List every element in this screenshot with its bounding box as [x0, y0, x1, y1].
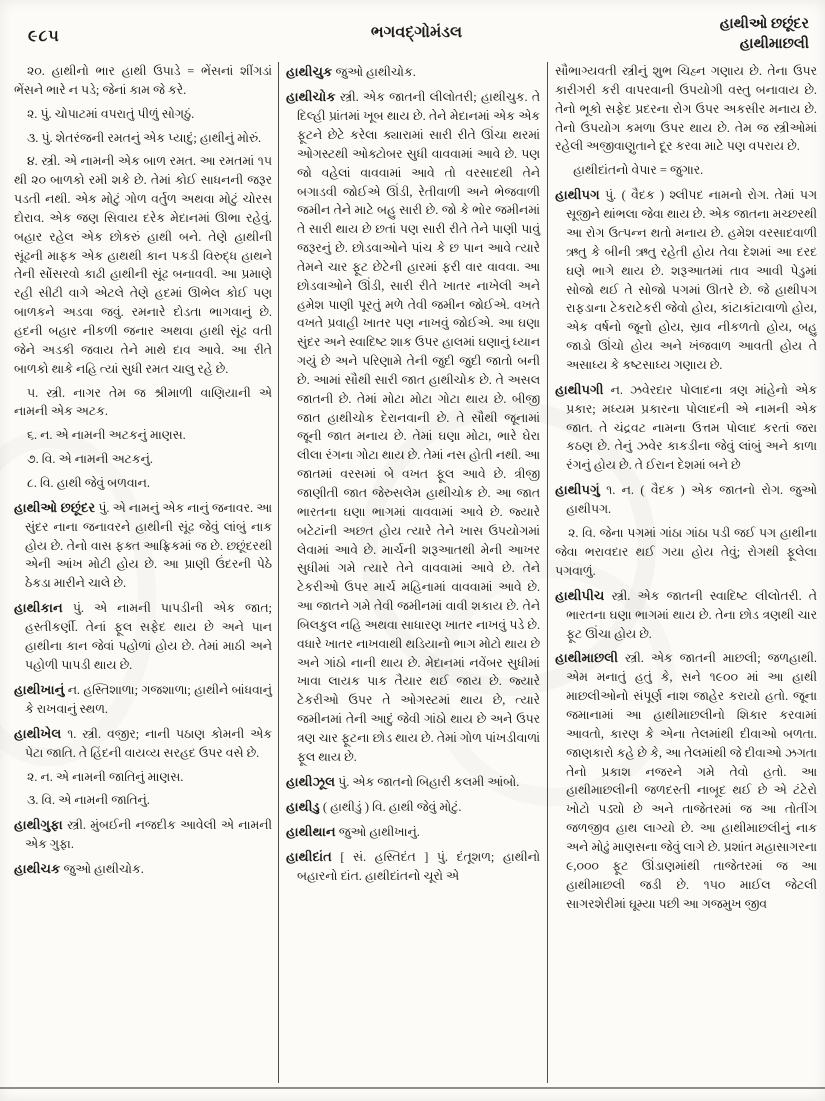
text-block — [555, 524, 817, 581]
column-3 — [547, 62, 817, 1083]
entry-text: ૫. સ્ત્રી. નાગર તેમ જ શ્રીમાળી વાણિયાની એ નામની એક અટક. — [14, 385, 272, 419]
text-block — [14, 62, 272, 100]
entry-text: ( હાથીડું ) વિ. હાથી જેવું મોટું. — [322, 799, 462, 814]
entry-text: ૧. ન. ( વૈદક ) એક જાતનો રોગ. જુઓ હાથીપગ. — [566, 483, 817, 517]
entry-text: સ્ત્રી. મુંબઈની નજદીક આવેલી એ નામની એક ગુફા. — [25, 818, 272, 852]
guide-word-bottom: હાથીમાછલી — [739, 36, 809, 52]
dictionary-entry — [555, 380, 817, 475]
entry-text: જુઓ હાથીચોક. — [63, 862, 144, 877]
page-number: ૯૮૫ — [28, 28, 60, 45]
entry-headword: હાથીથાન — [286, 823, 336, 839]
entry-headword: હાથીડુ — [286, 798, 320, 814]
entry-headword: હાથીચુક — [286, 64, 333, 79]
entry-headword: હાથીદાંત — [286, 848, 332, 864]
entry-text: ૨૦. હાથીનો ભાર હાથી ઉપાડે = ભેંસનાં શીંગડાં ભેંસને ભારે ન પડે; જેનાં કામ જે કરે. — [14, 64, 272, 97]
dictionary-entry — [555, 185, 817, 375]
entry-text: ૮. વિ. હાથી જેવું બળવાન. — [27, 475, 150, 490]
entry-headword: હાથીઝૂલ — [286, 773, 336, 789]
text-block — [14, 384, 272, 422]
text-block — [555, 161, 817, 180]
entry-text: [ સં. હસ્તિદંત ] પું. દંતૂશળ; હાથીનો બહારનો દાંત. હાથીદાંતનો ચૂરો એ — [297, 849, 541, 883]
text-block — [14, 791, 272, 810]
dictionary-entry — [14, 680, 272, 719]
dictionary-entry — [555, 586, 817, 644]
entry-headword: હાથીમાછલી — [555, 650, 619, 666]
text-block — [555, 62, 817, 156]
text-columns — [14, 62, 817, 1083]
entry-text: ૨. પું. ચોપાટમાં વપરાતું પીળું સોગઠું. — [27, 106, 195, 121]
guide-word-top: હાથીઓ છછૂંદર — [719, 16, 809, 32]
text-block — [14, 474, 272, 493]
entry-headword: હાથીપગ — [555, 187, 600, 203]
entry-headword: હાથીકાન — [14, 600, 63, 616]
entry-headword: હાથીચક — [14, 861, 61, 877]
entry-text: ૭. વિ. એ નામની અટકનું. — [27, 452, 153, 467]
guide-words — [720, 14, 809, 54]
dictionary-entry — [286, 772, 540, 792]
dictionary-entry — [14, 815, 272, 854]
column-2 — [278, 62, 547, 1083]
entry-text: ૧. સ્ત્રી. વજીર; નાની પઠાણ કોમની એક પેટા જાતિ. તે હિંદની વાયવ્ય સરહદ ઉપર વસે છે. — [25, 726, 272, 760]
entry-text: ૨. ન. એ નામની જાતિનું માણસ. — [27, 769, 184, 784]
entry-text: ૪. સ્ત્રી. એ નામની એક બાળ રમત. આ રમતમાં ૧૫ થી ૨૦ બાળકો રમી શકે છે. તેમાં કોઈ સાધનની જરૂર પડતી નથી. એક મોટું ગોળ વર્તુળ અથવા મોટું ચોરસ દોરાવ. એક જણ સિવાય દરેક મેદાનમાં ઊભા રહેવું. બહાર રહેલ એક છોકરું હાથી બને. તેણે હાથીની સૂંઢની માફક એક હાથથી કાન પકડી વિરુદ્ધ હાથને તેની સોંસરવો કાઢી હાથીની સૂંઢ બનાવવી. આ પ્રમાણે રહી સીટી વાગે એટલે તેણે હદમાં ઊભેલ કોઈ પણ બાળકને અડવા જવું. રમનારે દોડતા ભાગવાનું છે. હદની બહાર નીકળી જનાર અથવા હાથી સૂંઢ વતી જેને અડકી જવાય તેને માથે દાવ આવે. આ રીતે બાળકો થાકે નહિ ત્યાં સુધી રમત ચાલુ રહે છે. — [14, 154, 272, 376]
entry-text: પું. એક જાતનો બિહારી કલમી આંબો. — [338, 774, 520, 789]
column-1 — [14, 62, 278, 1083]
dictionary-entry — [286, 797, 540, 817]
entry-headword: હાથીઓ છછૂંદર — [14, 499, 96, 515]
entry-headword: હાથીખેલ — [14, 725, 62, 741]
entry-text: સ્ત્રી. એક જાતની લીલોતરી; હાથીચુક. તે દિલ્હી પ્રાંતમાં ખૂબ થાય છે. તેને મેદાનમાં એક એક ફૂટને છેટે કરેલા ક્યારામાં સારી રીતે ઊંચા થરમાં ઓગસ્ટથી ઓક્ટોબર સુધી વાવવામાં આવે છે. પણ જો વહેલાં વાવવામાં આવે તો વરસાદથી તેને બગાડવી જોઈએ ઊંડી, રેતીવાળી અને ભેજવાળી જમીન તેને માટે બહુ સારી છે. જો કે ભોર જમીનમાં તે સારી થાય છે છતાં પણ સારી રીતે તેને પાણી પાવું જરૂરનું છે. છોડવાઓને પાંચ કે છ પાન આવે ત્યારે તેમને ચાર ફૂટ છેટેની હારમાં ફરી વાર વાવવા. આ છોડવાઓને ઊંડી, સારી રીતે ખાતર નાખેલી અને હમેશ પાણી પૂરતું મળે તેવી જમીન જોઈએ. વખતે વખતે પ્રવાહી ખાતર પણ નાખવું જોઈએ. આ ઘણા સુંદર અને સ્વાદિષ્ટ શાક ઉપર હાલમાં ઘણાનું ધ્યાન ગયું છે અને પરિણામે તેની જુદી જુદી જાતો બની છે. આમાં સૌથી સારી જાત હાથીચોક છે. તે અસલ જાતની છે. તેમાં મોટા મોટા ગોટા થાય છે. બીજી જાત હાથીચોક દેરાનવાની છે. તે સૌથી જૂનામાં જૂની જાત મનાય છે. તેમાં ઘણા મોટા, ભારે ઘેરા લીલા રંગના ગોટા થાય છે. તેમાં નસ હોતી નથી. આ જાતમાં વરસમાં બે વખત ફૂલ આવે છે. ત્રીજી જાણીતી જાત જેરુસલેમ હાથીચોક છે. આ જાત ભારતના ઘણા ભાગમાં વાવવામાં આવે છે. જ્યારે બટેટાંની અછત હોય ત્યારે તેને ખાસ ઉપયોગમાં લેવામાં આવે છે. માર્ચની શરૂઆતથી મેની આખર સુધીમાં ગમે ત્યારે તેને વાવવામાં આવે છે. તેને ટેકરીઓ ઉપર માર્ચ મહિનામાં વાવવામાં આવે છે. આ જાતને ગમે તેવી જમીનમાં વાવી શકાય છે. તેને બિલકુલ નહિ અથવા સાધારણ ખાતર નાખવું પડે છે. વધારે ખાતર નાખવાથી થડિયાનો ભાગ મોટો થાય છે અને ગાંઠો નાની થાય છે. મેદાનમાં નવેંબર સુધીમાં ખાવા લાયક પાક તૈયાર થઈ જાય છે. જ્યારે ટેકરીઓ ઉપર તે ઓગસ્ટમાં થાય છે, ત્યારે જમીનમાં તેની આદું જેવી ગાંઠો થાય છે અને ઉપર ત્રણ ચાર ફૂટના છોડ થાય છે. તેમાં ગોળ પાંખડીવાળાં ફૂલ થાય છે. — [297, 90, 541, 764]
entry-headword: હાથીગુફા — [14, 817, 63, 833]
entry-headword: હાથીખાનું — [14, 681, 65, 697]
dictionary-entry — [555, 480, 817, 519]
entry-text: જુઓ હાથીખાનું. — [338, 824, 420, 839]
text-block — [14, 105, 272, 124]
dictionary-entry — [14, 498, 272, 593]
text-block — [14, 129, 272, 148]
entry-text: જુઓ હાથીચોક. — [335, 65, 416, 79]
dictionary-entry — [286, 847, 540, 886]
entry-text: પું. એ નામની પાપડીની એક જાત; હસ્તીકર્ણી. તેનાં ફૂલ સફેદ થાય છે અને પાન હાથીના કાન જેવાં પહોળાં હોય છે. તેમાં માઠી અને પહોળી પાપડી થાય છે. — [25, 601, 272, 672]
entry-text: પું. ( વૈદક ) શ્લીપદ નામનો રોગ. તેમાં પગ સૂજીને થાંભલા જેવા થાય છે. એક જાતના મચ્છરથી આ રોગ ઉત્પન્ન થતો મનાય છે. હમેશ વરસાદવાળી ઋતુ કે બીની ઋતુ રહેતી હોય તેવા દેશમાં આ દરદ ઘણે ભાગે થાય છે. શરૂઆતમાં તાવ આવી પેડુમાં સોજો થઈ તે સોજો પગમાં ઊતરે છે. જે હાથીપગ રાફડાના ટેકરાટેકરી જેવો હોય, કાંટાકાંટાવાળો હોય, એક વર્ષનો જૂનો હોય, સ્રાવ નીકળતો હોય, બહુ જાડો ઊંચો હોય અને ખંજવાળ આવતી હોય તે અસાધ્ય કે કષ્ટસાધ્ય ગણાય છે. — [566, 188, 817, 372]
entry-text: ન. હસ્તિશાળા; ગજશાળા; હાથીને બાંધવાનું કે રાખવાનું સ્થળ. — [25, 682, 272, 716]
entry-text: હાથીદાંતનો વેપાર = જુગાર. — [573, 163, 704, 178]
text-block — [14, 768, 272, 787]
entry-text: સૌભાગ્યવતી સ્ત્રીનું શુભ ચિહ્ન ગણાય છે. તેના ઉપર કારીગરી કરી વાપરવાની ઉપયોગી વસ્તુ બનાવાય છે. તેનો ભૂકો સફેદ પ્રદરના રોગ ઉપર અકસીર મનાય છે. તેનો ઉપયોગ કમળા ઉપર થાય છે. તેમ જ સ્ત્રીઓમાં રહેલી અજીવાણુતાને દૂર કરવા માટે પણ વપરાય છે. — [555, 64, 817, 154]
entry-text: સ્ત્રી. એક જાતની સ્વાદિષ્ટ લીલોતરી. તે ભારતના ઘણા ભાગમાં થાય છે. તેના છોડ ત્રણથી ચાર ફૂટ ઊંચા હોય છે. — [566, 588, 817, 641]
entry-headword: હાથીપીચ — [555, 587, 605, 603]
entry-text: ન. ઝવેરદાર પોલાદના ત્રણ માંહેનો એક પ્રકાર; મધ્યમ પ્રકારના પોલાદની એ નામની એક જાત. તે ચંદ્રવટ નામના ઉત્તમ પોલાદ કરતાં જરા કઠણ છે. તેનું ઝવેર કાકડીના જેવું લાંબું અને કાળા રંગનું હોય છે. તે ઈરાન દેશમાં બને છે — [566, 382, 817, 473]
dictionary-entry — [14, 859, 272, 879]
dictionary-entry — [286, 87, 540, 767]
dictionary-entry — [14, 724, 272, 763]
dictionary-entry — [286, 62, 540, 82]
text-block — [14, 426, 272, 445]
entry-text: ૩. પું. શેતરંજની રમતનું એક પ્યાદું; હાથીનું મોરું. — [27, 130, 262, 145]
entry-text: ૬. ન. એ નામની અટકનું માણસ. — [27, 428, 186, 443]
entry-headword: હાથીચોક — [286, 89, 336, 105]
text-block — [14, 450, 272, 469]
bottom-rule — [0, 1087, 825, 1089]
entry-headword: હાથીપગી — [555, 381, 604, 397]
entry-headword: હાથીપગું — [555, 482, 600, 498]
entry-text: ૨. વિ. જેના પગમાં ગાંઠા ગાંઠા પડી જઈ પગ હાથીના જેવા ભરાવદાર થઈ ગયા હોય તેવું; રોગથી ફૂલેલા પગવાળું. — [555, 526, 817, 578]
entry-text: પું. એ નામનું એક નાનું જનાવર. આ સુંદર નાના જનાવરને હાથીની સૂંઢ જેવું લાંબું નાક હોય છે. તેનો વાસ ફક્ત આફ્રિકમાં જ છે. છછૂંદરથી એની આંખ મોટી હોય છે. આ પ્રાણી ઉંદરની પેઠે ઠેકડા મારીને ચાલે છે. — [25, 500, 272, 591]
entry-text: ૩. વિ. એ નામની જાતિનું. — [27, 793, 150, 808]
page-title: ભગવદ્ગોમંડલ — [370, 24, 463, 41]
dictionary-entry — [286, 822, 540, 842]
dictionary-entry — [555, 648, 817, 913]
text-block — [14, 152, 272, 378]
page-header — [24, 14, 809, 60]
entry-text: સ્ત્રી. એક જાતની માછલી; જળહાથી. એમ મનાતું હતું કે, સને ૧૯૦૦ માં આ હાથી માછલીઓનો સંપૂર્ણ નાશ જાહેર કરાયો હતો. જૂના જમાનામાં આ હાથીમાછલીનો શિકાર કરવામાં આવતો, કારણ કે એના તેલમાંથી દીવાઓ બળતા. જાણકારો કહે છે કે, આ તેલમાંથી જે દીવાઓ ઝગતા તેનો પ્રકાશ નજરને ગમે તેવો હતો. આ હાથીમાછલીની જળદસ્તી નાબૂદ થઈ છે એ ટંટેરો ખોટો પડ્યો છે અને તાજેતરમાં જ આ તોતીંગ જળજીવ હાથ લાગ્યો છે. આ હાથીમાછલીનું નાક અને મોઢું માણસના જેવું લાગે છે. પ્રશાંત મહાસાગરના ૯,૦૦૦ ફૂટ ઊંડાણમાંથી તાજેતરમાં જ આ હાથીમાછલી જડી છે. ૧૫૦ માઈલ જેટલી સાગરશેરીમાં ઘૂમ્યા પછી આ ગજમુખ જીવ — [566, 651, 817, 911]
dictionary-entry — [14, 598, 272, 675]
